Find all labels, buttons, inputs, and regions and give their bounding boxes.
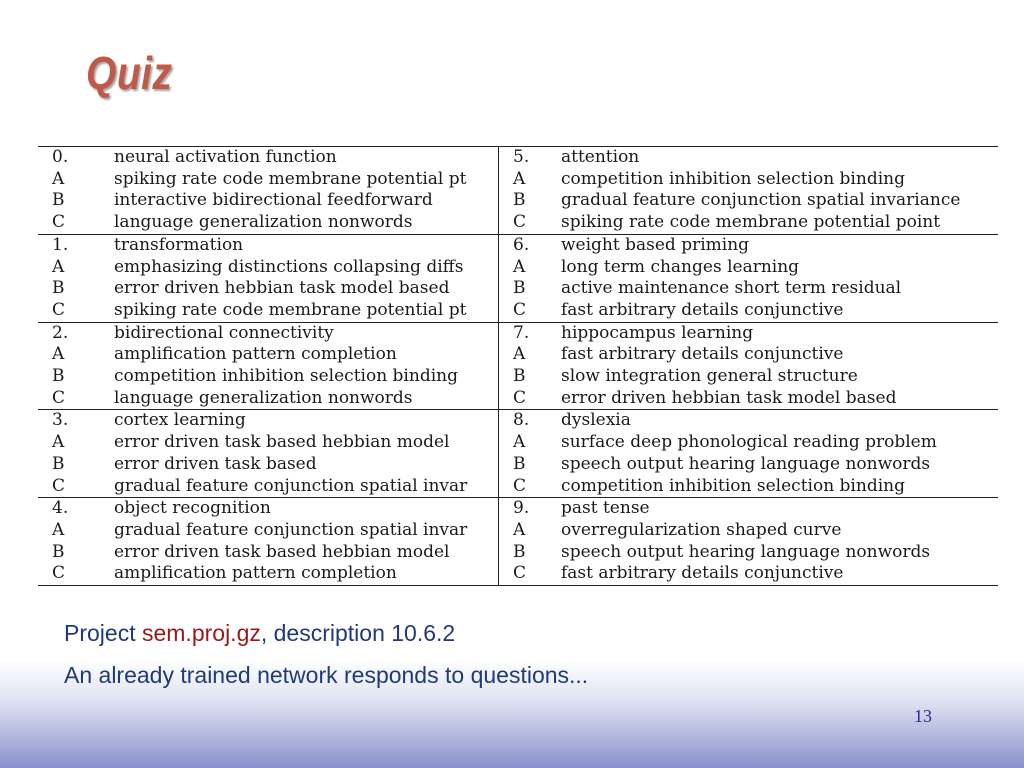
quiz-right-text: gradual feature conjunction spatial invariance	[561, 190, 961, 211]
quiz-row	[38, 147, 998, 169]
quiz-right-text: attention	[561, 147, 998, 169]
quiz-left-text: amplification pattern completion	[114, 563, 499, 585]
caption-prefix: Project	[64, 620, 142, 646]
quiz-row	[38, 322, 998, 344]
quiz-right-key: 8.	[499, 410, 562, 432]
quiz-table-body	[38, 147, 998, 586]
quiz-left-text: interactive bidirectional feedforward	[114, 190, 499, 212]
quiz-row	[38, 454, 998, 476]
quiz-right-key: C	[513, 475, 527, 496]
quiz-right-key: 5.	[499, 147, 562, 169]
quiz-right-key: C	[499, 563, 562, 585]
quiz-left-text: spiking rate code membrane potential pt	[114, 300, 499, 322]
quiz-row	[38, 542, 998, 564]
quiz-right-text: competition inhibition selection binding	[561, 168, 905, 189]
quiz-right-key: B	[513, 190, 526, 211]
quiz-left-key: B	[52, 278, 65, 299]
page-number: 13	[914, 706, 932, 726]
quiz-left-key: C	[38, 563, 114, 585]
quiz-left-text: language generalization nonwords	[114, 388, 499, 410]
quiz-left-key: C	[52, 299, 66, 320]
quiz-left-text: object recognition	[114, 498, 499, 520]
project-caption	[64, 620, 455, 647]
quiz-right-text: overregularization shaped curve	[561, 519, 842, 540]
quiz-right-key: A	[513, 344, 526, 365]
quiz-left-text: transformation	[114, 234, 499, 256]
quiz-right-key: A	[513, 168, 526, 189]
quiz-row	[38, 366, 998, 388]
quiz-right-text: competition inhibition selection binding	[561, 475, 905, 496]
quiz-right-key: B	[513, 453, 526, 474]
quiz-left-key: A	[52, 168, 65, 189]
quiz-right-key: C	[513, 299, 527, 320]
quiz-row	[38, 212, 998, 234]
quiz-left-text: cortex learning	[114, 410, 499, 432]
quiz-right-key: C	[513, 212, 527, 233]
quiz-right-key: A	[513, 432, 526, 453]
quiz-right-key: 9.	[499, 498, 562, 520]
quiz-left-key: 3.	[38, 410, 114, 432]
caption-suffix: , description 10.6.2	[260, 620, 456, 646]
quiz-row	[38, 410, 998, 432]
quiz-left-text: language generalization nonwords	[114, 212, 499, 234]
quiz-row	[38, 257, 998, 279]
quiz-left-text: error driven task based hebbian model	[114, 432, 499, 454]
quiz-right-text: speech output hearing language nonwords	[561, 541, 931, 562]
quiz-right-text: spiking rate code membrane potential point	[561, 212, 941, 233]
quiz-right-text: dyslexia	[561, 410, 998, 432]
quiz-right-text: active maintenance short term residual	[561, 278, 902, 299]
quiz-row	[38, 300, 998, 322]
quiz-left-key: A	[52, 344, 65, 365]
quiz-row	[38, 432, 998, 454]
quiz-left-key: B	[52, 541, 65, 562]
quiz-row	[38, 190, 998, 212]
quiz-left-key: A	[52, 256, 65, 277]
quiz-left-text: emphasizing distinctions collapsing diffs	[114, 257, 499, 279]
quiz-left-key: 4.	[38, 498, 114, 520]
quiz-right-key: 6.	[499, 234, 562, 256]
quiz-left-text: gradual feature conjunction spatial invar	[114, 520, 499, 542]
quiz-table	[38, 146, 998, 586]
quiz-left-key: 2.	[38, 322, 114, 344]
project-filename: sem.proj.gz	[141, 620, 261, 646]
quiz-row	[38, 234, 998, 256]
quiz-left-text: error driven hebbian task model based	[114, 278, 499, 300]
quiz-right-key: C	[513, 387, 527, 408]
quiz-right-key: 7.	[499, 322, 562, 344]
quiz-left-text: spiking rate code membrane potential pt	[114, 169, 499, 191]
quiz-right-text: fast arbitrary details conjunctive	[561, 344, 844, 365]
quiz-left-key: B	[52, 453, 65, 474]
quiz-left-key: 0.	[38, 147, 114, 169]
quiz-right-text: slow integration general structure	[561, 366, 858, 387]
quiz-row	[38, 563, 998, 585]
quiz-left-key: B	[52, 190, 65, 211]
quiz-right-key: A	[513, 256, 526, 277]
quiz-left-text: bidirectional connectivity	[114, 322, 499, 344]
quiz-left-key: A	[52, 432, 65, 453]
quiz-right-key: A	[513, 519, 526, 540]
quiz-left-key: C	[52, 475, 66, 496]
quiz-row	[38, 498, 998, 520]
quiz-right-key: B	[513, 366, 526, 387]
quiz-left-text: neural activation function	[114, 147, 499, 169]
quiz-left-key: C	[52, 387, 66, 408]
quiz-right-text: weight based priming	[561, 234, 998, 256]
quiz-left-text: error driven task based	[114, 454, 499, 476]
quiz-right-key: B	[513, 278, 526, 299]
quiz-right-text: past tense	[561, 498, 998, 520]
quiz-left-key: C	[52, 212, 66, 233]
quiz-left-text: gradual feature conjunction spatial invar	[114, 476, 499, 498]
quiz-row	[38, 520, 998, 542]
quiz-left-key: 1.	[38, 234, 114, 256]
quiz-right-text: long term changes learning	[561, 256, 800, 277]
quiz-row	[38, 278, 998, 300]
quiz-right-text: fast arbitrary details conjunctive	[561, 299, 844, 320]
quiz-left-text: amplification pattern completion	[114, 344, 499, 366]
quiz-left-text: competition inhibition selection binding	[114, 366, 499, 388]
quiz-row	[38, 344, 998, 366]
quiz-right-text: hippocampus learning	[561, 322, 998, 344]
quiz-left-text: error driven task based hebbian model	[114, 542, 499, 564]
quiz-right-text: fast arbitrary details conjunctive	[561, 563, 998, 585]
quiz-row	[38, 388, 998, 410]
quiz-right-key: B	[513, 541, 526, 562]
quiz-left-key: B	[52, 366, 65, 387]
slide-title: Quiz	[86, 47, 173, 99]
quiz-right-text: error driven hebbian task model based	[561, 387, 897, 408]
description-caption: An already trained network responds to questions...	[64, 662, 589, 688]
quiz-row	[38, 476, 998, 498]
quiz-left-key: A	[52, 519, 65, 540]
quiz-row	[38, 169, 998, 191]
quiz-right-text: speech output hearing language nonwords	[561, 453, 931, 474]
quiz-right-text: surface deep phonological reading problem	[561, 432, 937, 453]
